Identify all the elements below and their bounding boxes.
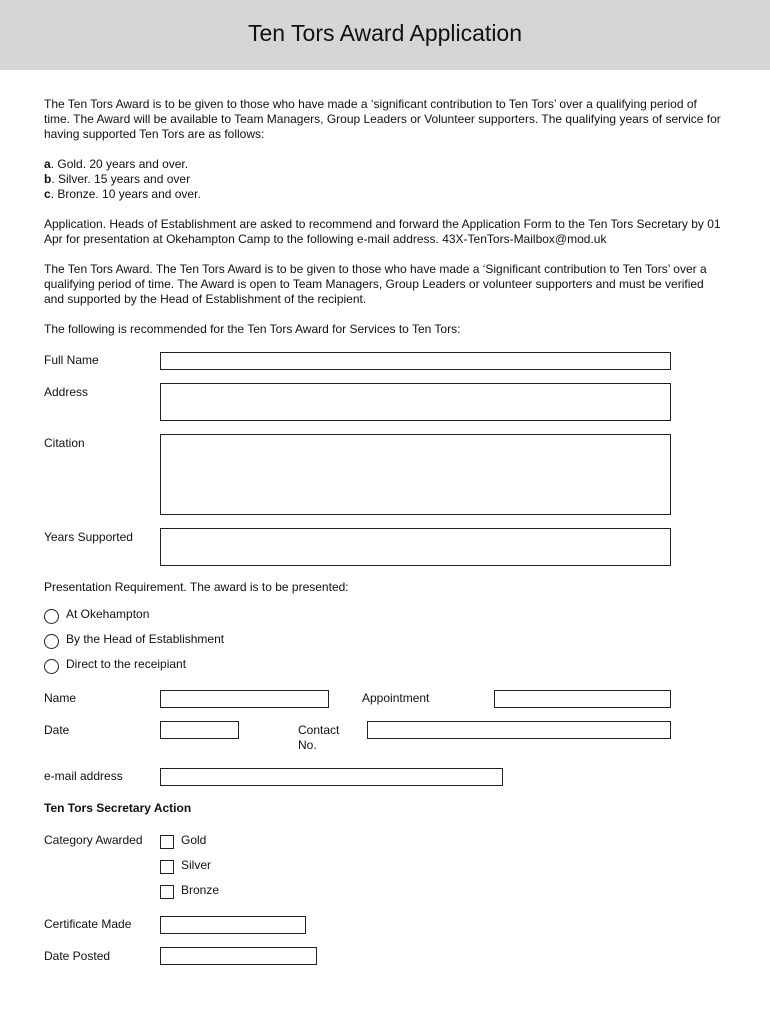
radio-at-okehampton-label: At Okehampton [66,607,150,621]
certificate-made-field[interactable] [160,916,306,934]
level-gold: a. Gold. 20 years and over. [44,157,189,171]
radio-at-okehampton[interactable] [44,609,59,624]
award-description-paragraph: The Ten Tors Award. The Ten Tors Award is to be given to those who have made a ‘Significant contribution to Ten Tors’ over a qualifying period of time. The Award is open to Team Managers, Group Leaders or volunteer supporters and must be verified and supported by the Head of Establishment of the recipient. [44,262,707,306]
radio-direct-to-recipient[interactable] [44,659,59,674]
radio-direct-to-recipient-label: Direct to the receipiant [66,657,187,671]
date-field[interactable] [160,721,239,739]
years-supported-label: Years Supported [44,530,133,544]
email-label: e-mail address [44,769,123,783]
name-field[interactable] [160,690,329,708]
appointment-label: Appointment [362,691,430,705]
checkbox-gold-label: Gold [181,833,207,847]
full-name-field[interactable] [160,352,671,370]
presentation-requirement-label: Presentation Requirement. The award is to be presented: [44,580,349,594]
certificate-made-label: Certificate Made [44,917,132,931]
citation-field[interactable] [160,434,671,515]
full-name-label: Full Name [44,353,99,367]
category-awarded-label: Category Awarded [44,833,143,847]
radio-head-of-establishment[interactable] [44,634,59,649]
appointment-field[interactable] [494,690,671,708]
level-bronze: c. Bronze. 10 years and over. [44,187,201,201]
citation-label: Citation [44,436,85,450]
secretary-action-heading: Ten Tors Secretary Action [44,801,192,815]
award-levels [44,157,724,202]
checkbox-bronze-label: Bronze [181,883,220,897]
recommendation-paragraph: The following is recommended for the Ten Tors Award for Services to Ten Tors: [44,322,461,336]
checkbox-silver[interactable] [160,860,174,874]
checkbox-silver-label: Silver [181,858,212,872]
email-field[interactable] [160,768,503,786]
application-paragraph: Application. Heads of Establishment are asked to recommend and forward the Application Form to the Ten Tors Secretary by 01 Apr for presentation at Okehampton Camp to the following e-mail address. 43X-TenTors-Mailbox@mod.uk [44,217,721,246]
date-label: Date [44,723,70,737]
address-label: Address [44,385,89,399]
date-posted-label: Date Posted [44,949,111,963]
name-label: Name [44,691,77,705]
address-field[interactable] [160,383,671,421]
page-title: Ten Tors Award Application [247,20,523,46]
contact-number-label: Contact No. [298,723,340,752]
years-supported-field[interactable] [160,528,671,566]
contact-number-field[interactable] [367,721,671,739]
checkbox-bronze[interactable] [160,885,174,899]
checkbox-gold[interactable] [160,835,174,849]
radio-head-of-establishment-label: By the Head of Establishment [66,632,225,646]
intro-paragraph: The Ten Tors Award is to be given to those who have made a ‘significant contribution to Ten Tors’ over a qualifying period of time. The Award will be available to Team Managers, Group Leaders or Volunteer supporters. The qualifying years of service for having supported Ten Tors are as follows: [44,97,721,141]
date-posted-field[interactable] [160,947,317,965]
level-silver: b. Silver. 15 years and over [44,172,191,186]
